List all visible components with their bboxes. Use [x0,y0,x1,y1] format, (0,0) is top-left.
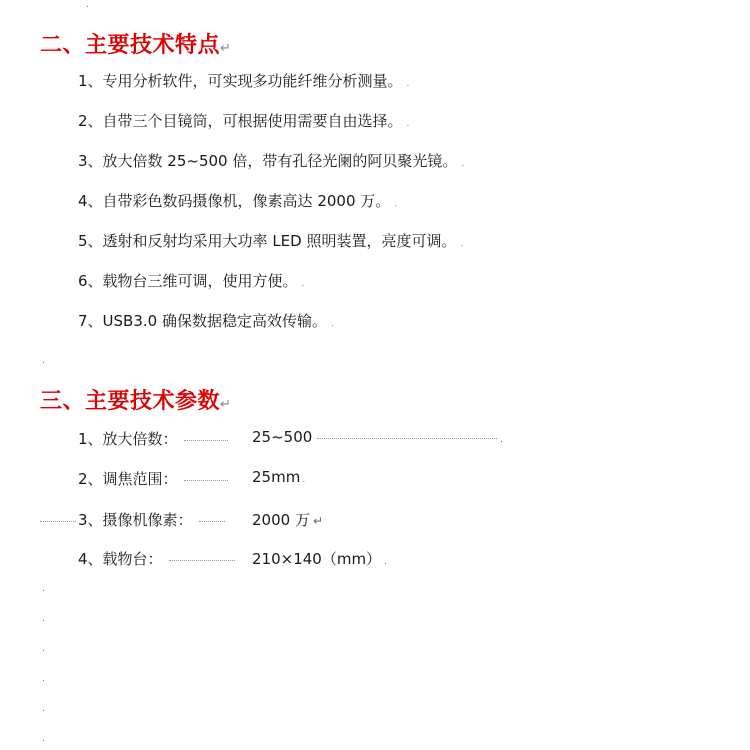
feature-item [78,190,397,211]
feature-text: 1、专用分析软件，可实现多功能纤维分析测量。 [78,72,403,90]
param-row [78,548,518,569]
feature-item [78,70,409,91]
paragraph-mark: . [460,239,464,249]
param-row [78,468,518,489]
param-value-text: 2000 万 [252,511,310,529]
param-value-text: 25~500 [252,428,313,446]
paragraph-mark: ↵ [312,514,324,528]
feature-text: 3、放大倍数 25~500 倍，带有孔径光阑的阿贝聚光镜。 [78,152,458,170]
paragraph-mark: . [42,704,45,714]
section-title: 二、主要技术特点 [40,33,221,58]
paragraph-mark: . [42,614,45,624]
feature-item [78,110,409,131]
feature-text: 2、自带三个目镜筒，可根据使用需要自由选择。 [78,112,403,130]
paragraph-mark: . [384,557,387,567]
dot-leader [184,439,228,441]
param-value-text: 210×140（mm） [252,550,382,568]
param-value [252,509,323,530]
param-value-text: 25mm [252,468,301,486]
dot-leader [184,479,228,481]
feature-text: 5、透射和反射均采用大功率 LED 照明装置，亮度可调。 [78,232,457,250]
param-label: 1、放大倍数： [78,430,178,448]
feature-text: 7、USB3.0 确保数据稳定高效传输。 [78,312,327,330]
feature-text: 6、载物台三维可调，使用方便。 [78,272,298,290]
param-value [252,428,503,446]
paragraph-mark: ↵ [220,397,232,412]
paragraph-mark: . [394,199,398,209]
section-title: 三、主要技术参数 [40,389,221,414]
feature-item [78,150,464,171]
param-value [252,468,305,486]
param-label: 2、调焦范围： [78,470,178,488]
feature-text: 4、自带彩色数码摄像机，像素高达 2000 万。 [78,192,391,210]
paragraph-mark: . [406,79,410,89]
paragraph-mark: . [42,674,45,684]
dot-leader [40,520,76,522]
param-label: 3、摄像机像素： [78,511,193,529]
section-heading-features [40,28,231,59]
paragraph-mark: . [461,159,465,169]
paragraph-mark: . [86,0,89,10]
section-heading-params [40,384,231,415]
param-row [78,509,518,530]
dot-leader [169,559,235,561]
feature-item [78,310,334,331]
paragraph-mark: . [42,356,45,366]
paragraph-mark: . [406,119,410,129]
paragraph-mark: . [42,584,45,594]
paragraph-mark: ↵ [220,41,232,56]
param-value [252,548,387,569]
dot-leader [199,520,225,522]
paragraph-mark: . [302,475,306,485]
paragraph-mark: . [330,319,334,329]
paragraph-mark: . [500,435,503,445]
paragraph-mark: . [42,734,45,744]
param-row [78,428,518,449]
dot-leader [317,437,497,439]
feature-item [78,270,304,291]
paragraph-mark: . [301,279,305,289]
paragraph-mark: . [42,644,45,654]
feature-item [78,230,463,251]
param-label: 4、载物台： [78,550,163,568]
